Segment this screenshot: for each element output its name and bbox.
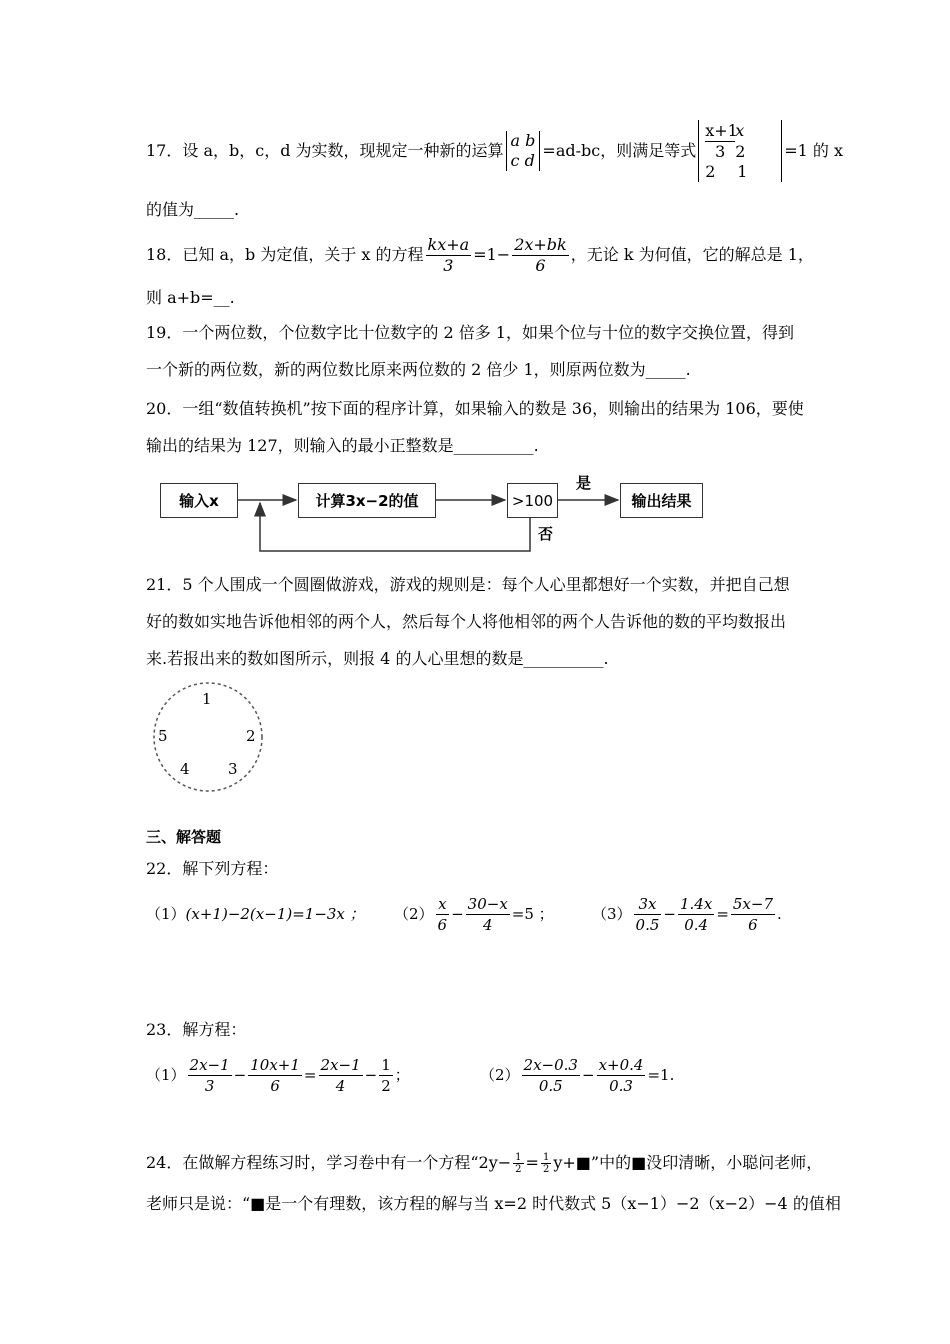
q22-p3-f3-den: 6 [748, 915, 758, 934]
q22-p2-f2-num: 30−x [467, 894, 508, 913]
flow-box-compute: 计算3x−2的值 [298, 483, 436, 518]
q22-p2-label: （2） [394, 904, 434, 923]
q24-h1-den: 2 [515, 1163, 522, 1175]
q22-p3-f1-den: 0.5 [635, 915, 660, 934]
q22-p3-f3-num: 5x−7 [732, 894, 774, 913]
q23-p2-frac2 [597, 1055, 646, 1096]
q17-det2-r3c1: 2 [705, 162, 716, 181]
q17-det2-frac-num: x+1 [705, 120, 738, 140]
q23-p2-end: =1. [647, 1065, 675, 1084]
q23-p1-frac2 [248, 1055, 302, 1096]
q22-part2 [394, 892, 554, 936]
q22-p3-eq: = [716, 904, 729, 923]
q23-p1-frac1 [188, 1055, 232, 1096]
q23-part1 [146, 1053, 410, 1097]
q17-det2-r2c1: 2 [735, 142, 746, 161]
q23-p1-op1: − [233, 1065, 247, 1084]
q22-p2-minus: − [451, 904, 464, 923]
q18-line2: 则 a+b=__. [146, 288, 235, 307]
q22-p3-minus: − [663, 904, 676, 923]
q23-p1-f3-num: 2x−1 [320, 1055, 361, 1074]
section-heading: 三、解答题 [146, 828, 222, 846]
q23-p2-frac1 [522, 1055, 580, 1096]
q19-line2: 一个新的两位数，新的两位数比原来两位数的 2 倍少 1，则原两位数为_____. [146, 360, 691, 379]
q22-p3-f2-den: 0.4 [684, 915, 709, 934]
q17-det1-row2: c d [510, 151, 535, 170]
q22-p2-f2-den: 4 [482, 915, 493, 934]
q23-p2-f2-num: x+0.4 [598, 1055, 644, 1074]
flow-box-condition: >100 [507, 483, 558, 518]
q24-suffix: y+■”中的■没印清晰，小聪问老师， [553, 1153, 823, 1172]
q23-part2 [480, 1053, 674, 1097]
flow-box-input: 输入x [160, 483, 238, 518]
q23-p1-f4-den: 2 [381, 1076, 391, 1095]
flow-box-output: 输出结果 [620, 483, 703, 518]
q23-p1-f2-num: 10x+1 [250, 1055, 300, 1074]
q22-p3-frac2 [678, 894, 714, 935]
q18-suffix: ，无论 k 为何值，它的解总是 1， [570, 245, 814, 264]
q17-det1-row1: a b [510, 131, 536, 150]
q21-line3: 来.若报出来的数如图所示，则报 4 的人心里想的数是__________. [146, 649, 609, 668]
q23-p1-f1-den: 3 [204, 1076, 215, 1095]
q18-f2-den: 6 [535, 255, 546, 275]
q23-p2-f1-den: 0.5 [538, 1076, 563, 1095]
q24-half-1 [513, 1152, 523, 1175]
q24-h2-den: 2 [542, 1163, 550, 1175]
flow-label-no: 否 [538, 525, 554, 543]
q22-p1-label: （1） [146, 904, 186, 923]
q23-p1-f4-num: 1 [381, 1055, 391, 1074]
q22-p2-f1-num: x [436, 894, 450, 915]
q22-p3-label: （3） [592, 904, 632, 923]
q22-p3-f1-num: 3x [634, 894, 662, 915]
q20-line2: 输出的结果为 127，则输入的最小正整数是__________. [146, 436, 539, 455]
q17-det2-r1c1: x [735, 121, 745, 140]
q23-p1-f1-num: 2x−1 [189, 1055, 230, 1074]
circle-number-1: 1 [202, 690, 212, 708]
q23-p1-label: （1） [146, 1065, 186, 1084]
q22-p2-frac1 [436, 894, 450, 935]
q23-title: 23．解方程： [146, 1020, 247, 1039]
q20-line1: 20．一组“数值转换机”按下面的程序计算，如果输入的数是 36，则输出的结果为 106，要使 [146, 399, 804, 418]
circle-number-4: 4 [180, 760, 190, 778]
q17-det2-r3c2: 1 [737, 162, 748, 181]
q24-line2: 老师只是说：“■是一个有理数，该方程的解与当 x=2 时代数式 5（x−1）−2（x−2）−4 的值相 [146, 1194, 841, 1213]
q21-line1: 21．5 个人围成一个圆圈做游戏，游戏的规则是：每个人心里都想好一个实数，并把自己想 [146, 575, 790, 594]
q24-line1 [146, 1148, 822, 1178]
q23-p1-frac3 [319, 1055, 363, 1096]
q22-part1 [146, 892, 365, 936]
q17-prefix: 17．设 a，b，c，d 为实数，现规定一种新的运算 [146, 141, 504, 160]
q23-p1-end: ； [394, 1065, 410, 1084]
q22-p3-frac1 [634, 894, 662, 935]
q19-line1: 19．一个两位数，个位数字比十位数字的 2 倍多 1，如果个位与十位的数字交换位置，得到 [146, 323, 794, 342]
circle-number-3: 3 [228, 760, 238, 778]
q24-prefix: 24．在做解方程练习时，学习卷中有一个方程“2y− [146, 1153, 512, 1172]
q17-mid: =ad-bc，则满足等式 [542, 141, 697, 160]
q23-p1-f2-den: 6 [270, 1076, 280, 1095]
q23-p2-f2-den: 0.3 [609, 1076, 633, 1095]
q23-p2-op1: − [581, 1065, 595, 1084]
q22-p3-frac3 [731, 894, 775, 935]
q22-p2-frac2 [466, 894, 510, 935]
q18-f1-num: kx+a [427, 234, 470, 254]
q23-p1-op3: − [364, 1065, 378, 1084]
q18-eq: =1− [473, 245, 511, 264]
q17-line2: 的值为_____. [146, 200, 240, 219]
q18-prefix: 18．已知 a，b 为定值，关于 x 的方程 [146, 245, 424, 264]
q24-half-2 [541, 1152, 551, 1175]
q22-part3 [592, 892, 782, 936]
q22-title: 22．解下列方程： [146, 859, 279, 878]
q24-h2-num: 1 [542, 1151, 550, 1163]
q23-p1-frac4 [379, 1055, 393, 1096]
q23-p2-f1-num: 2x−0.3 [523, 1055, 578, 1074]
flow-label-yes: 是 [576, 474, 592, 492]
q23-p1-f3-den: 4 [335, 1076, 346, 1095]
q17-det2-frac-den: 3 [715, 141, 726, 161]
circle-number-5: 5 [158, 727, 168, 745]
q22-p3-f2-num: 1.4x [679, 894, 713, 913]
circle-number-2: 2 [246, 727, 256, 745]
q23-p1-op2: = [303, 1065, 317, 1084]
q24-eq: = [525, 1153, 539, 1172]
q23-p2-label: （2） [480, 1065, 520, 1084]
q22-p2-f1-den: 6 [437, 915, 448, 934]
q22-p3-end: . [777, 904, 782, 923]
q18-f2-num: 2x+bk [514, 234, 567, 254]
q21-line2: 好的数如实地告诉他相邻的两个人，然后每个人将他相邻的两个人告诉他的数的平均数报出 [146, 612, 787, 631]
q17-suffix: =1 的 x [784, 141, 844, 160]
q18-f1-den: 3 [443, 255, 454, 275]
q22-p1-equation: (x+1)−2(x−1)=1−3x ； [185, 904, 365, 923]
q24-h1-num: 1 [515, 1151, 522, 1163]
q22-p2-rest: =5 ； [511, 904, 554, 923]
